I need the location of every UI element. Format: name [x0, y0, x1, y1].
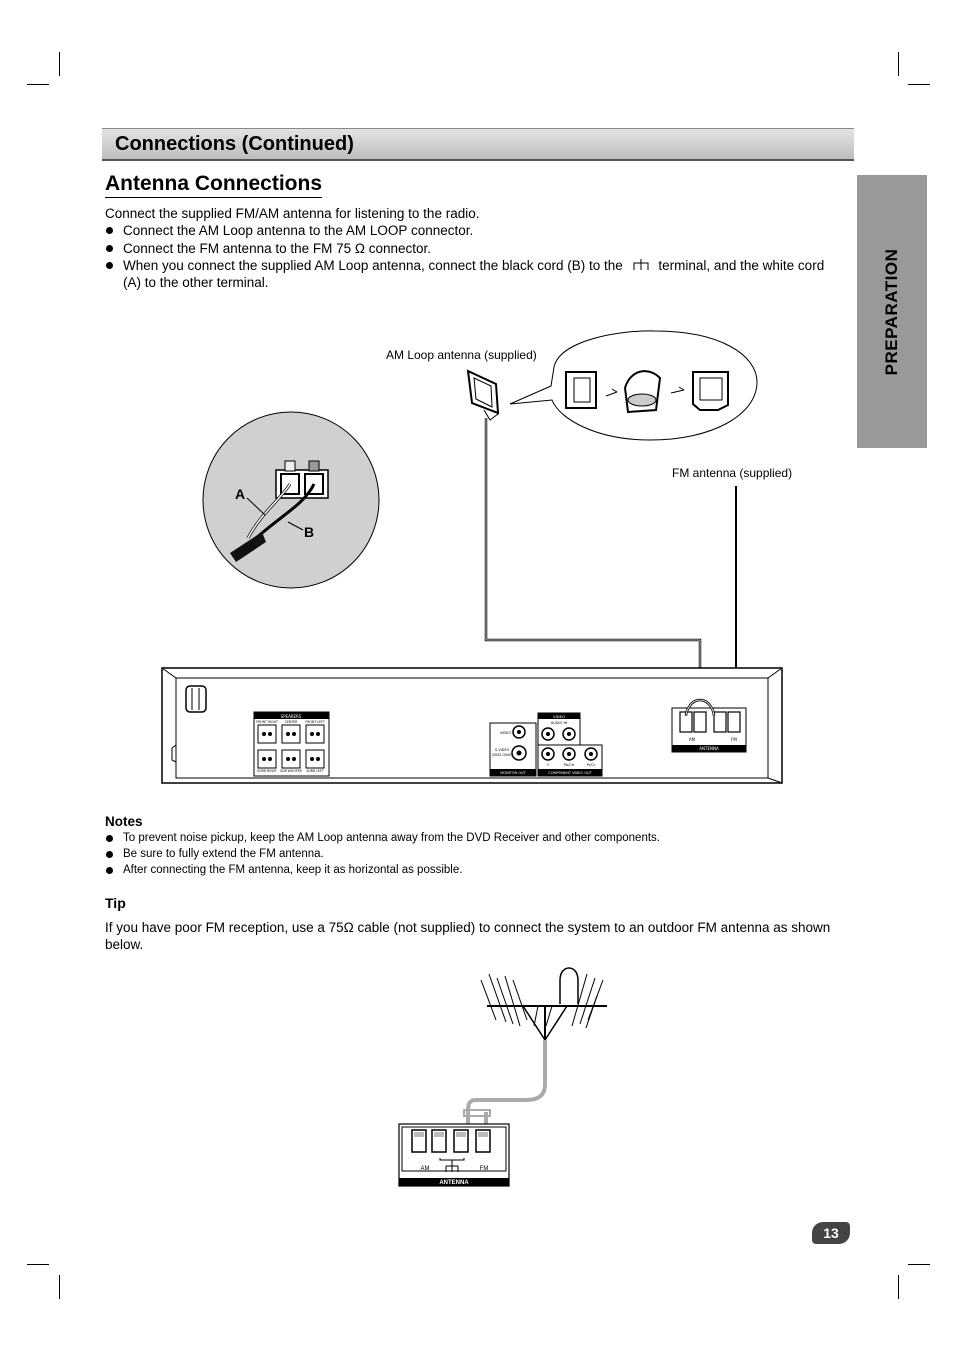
dvd-only-label: (DVD ONLY) — [492, 753, 513, 757]
intro-text: Connect the supplied FM/AM antenna for listening to the radio. — [105, 206, 480, 221]
tip-text: If you have poor FM reception, use a 75Ω cable (not supplied) to connect the system to an outdoor FM antenna as shown below. — [105, 920, 831, 952]
note-text: Be sure to fully extend the FM antenna. — [123, 848, 324, 860]
tip-title: Tip — [105, 895, 126, 911]
bullet-text: terminal, and the white cord (A) to the other terminal. — [123, 258, 825, 290]
outdoor-antenna-diagram — [0, 960, 954, 1220]
rear-panel — [162, 668, 782, 783]
fm-antenna-label: FM antenna (supplied) — [672, 466, 793, 480]
terminal-closeup — [203, 412, 379, 588]
outdoor-antenna — [481, 968, 607, 1040]
antenna-terminal-panel — [399, 1124, 509, 1186]
coax-cable — [468, 1040, 545, 1132]
monitor-out-label: MONITOR OUT — [500, 771, 526, 775]
note-item — [123, 831, 660, 846]
label-b: B — [304, 524, 315, 540]
section-title: Connections (Continued) — [115, 133, 354, 155]
fm-terminal-label: FM — [731, 737, 737, 742]
note-item — [123, 863, 462, 878]
tip-panel-am-label: AM — [420, 1166, 430, 1172]
bullet-dot — [106, 867, 113, 874]
surr-left-label: SURR LEFT — [306, 769, 324, 773]
page-number: 13 — [812, 1222, 850, 1244]
pr-label: Pr/Cr — [586, 763, 596, 767]
am-loop-label: AM Loop antenna (supplied) — [386, 348, 537, 362]
crop-mark — [27, 1264, 49, 1265]
bullet-text: Connect the AM Loop antenna to the AM LOOP connector. — [123, 223, 474, 238]
crop-mark — [898, 1275, 899, 1299]
note-text: After connecting the FM antenna, keep it as horizontal as possible. — [123, 864, 463, 876]
notes-title: Notes — [105, 814, 143, 829]
label-a: A — [235, 486, 246, 502]
tip-panel-antenna-label: ANTENNA — [439, 1180, 469, 1186]
surr-right-label: SURR RIGHT — [257, 769, 277, 773]
speakers-label: SPEAKERS — [280, 714, 302, 719]
am-loop-assembly-bubble — [510, 331, 757, 440]
video-label: VIDEO — [552, 714, 566, 719]
y-label: Y — [546, 763, 550, 767]
tip-panel-fm-label: FM — [479, 1166, 489, 1172]
component-out-label: COMPONENT VIDEO OUT — [548, 771, 592, 775]
crop-mark — [59, 1275, 60, 1299]
bullet-text: Connect the FM antenna to the FM 75 Ω connector. — [123, 241, 432, 256]
note-text: To prevent noise pickup, keep the AM Loop antenna away from the DVD Receiver and other components. — [123, 832, 660, 844]
bullet-dot — [106, 835, 113, 842]
bullet-text: When you connect the supplied AM Loop antenna, connect the black cord (B) to the — [123, 258, 623, 273]
antenna-terminal-label: ANTENNA — [699, 746, 719, 751]
crop-mark — [908, 1264, 930, 1265]
note-item — [123, 847, 324, 862]
page-subtitle: Antenna Connections — [105, 172, 322, 198]
am-terminal-label: AM — [688, 737, 696, 742]
video-out-label: VIDEO — [500, 731, 512, 735]
sub-woofer-label: SUB WOOFER — [280, 769, 302, 773]
center-label: CENTER — [284, 720, 298, 724]
bullet-dot — [106, 851, 113, 858]
front-left-label: FRONT LEFT — [305, 720, 325, 724]
audio-in-label: AUDIO IN — [550, 721, 568, 725]
side-tab-label: PREPARATION — [882, 248, 901, 375]
pb-label: Pb/Cb — [563, 763, 575, 767]
s-video-label: S VIDEO — [495, 748, 510, 752]
front-right-label: FRONT RIGHT — [256, 720, 278, 724]
